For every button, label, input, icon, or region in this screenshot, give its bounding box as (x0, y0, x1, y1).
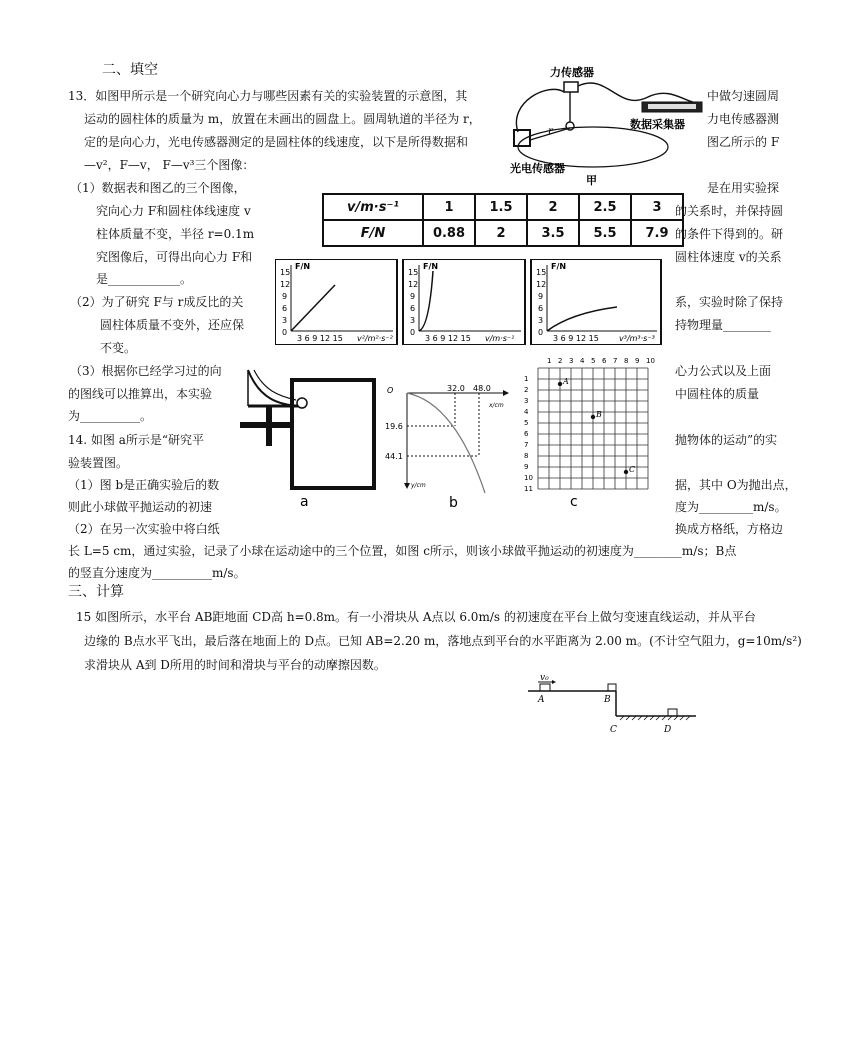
grid-top-label: 4 (580, 357, 585, 365)
table-cell: 3 (631, 194, 683, 220)
q13-p1-line-1: （1）数据表和图乙的三个图像， (70, 181, 246, 195)
q14-line-1: 14. 如图 a所示是“研究平 (68, 433, 205, 447)
svg-text:0: 0 (538, 328, 544, 337)
figure-c-grid (520, 354, 656, 508)
q14-line-4: 则此小球做平抛运动的初速 (68, 500, 213, 514)
svg-text:y/cm: y/cm (411, 482, 426, 489)
figure-b-caption: b (449, 495, 458, 508)
q13-p3-line-3: 为__________。 (68, 409, 153, 423)
q13-line-2: 运动的圆柱体的质量为 m，放置在未画出的圆盘上。圆周轨道的半径为 r， (84, 112, 481, 126)
grid-left-label: 5 (524, 419, 529, 427)
grid-left-label: 6 (524, 430, 529, 438)
svg-text:15: 15 (408, 268, 419, 277)
q13-p3-right-2: 中圆柱体的质量 (675, 387, 760, 401)
q15-line-2: 边缘的 B点水平飞出，最后落在地面上的 D点。已知 AB=2.20 m，落地点到平台的水平距离为 2.00 m。(不计空气阻力，g=10m/s²) (84, 634, 802, 648)
svg-text:A: A (563, 377, 569, 386)
grid-top-label: 7 (613, 357, 618, 365)
table-cell: 2 (475, 220, 527, 246)
svg-text:3 6 9 12 15: 3 6 9 12 15 (553, 334, 599, 343)
photo-sensor-label: 光电传感器 (510, 162, 565, 175)
q13-line-4: —v²，F—v， F—v³三个图像： (84, 158, 255, 172)
q13-right-1: 中做匀速圆周 (707, 89, 780, 103)
grid-left-label: 3 (524, 397, 529, 405)
svg-text:D: D (664, 725, 672, 735)
q13-p2-line-3: 不变。 (100, 341, 137, 355)
figure-b-trajectory (385, 383, 515, 508)
svg-text:v/m·s⁻¹: v/m·s⁻¹ (485, 334, 515, 343)
grid-top-label: 1 (547, 357, 552, 365)
table-header-f: F/N (323, 220, 423, 246)
svg-text:3: 3 (538, 316, 544, 325)
svg-text:0: 0 (410, 328, 416, 337)
q13-p1-right-4: 圆柱体速度 v的关系 (675, 250, 782, 264)
figure-yi-graphs (275, 259, 663, 345)
q14-line-5: （2）在另一次实验中将白纸 (68, 522, 220, 536)
grid-left-label: 1 (524, 375, 529, 383)
svg-text:C: C (629, 465, 636, 474)
q13-p1-line-4: 究图像后，可得出向心力 F和 (96, 250, 253, 264)
svg-text:O: O (387, 386, 394, 395)
q13-p1-right-2: 的关系时，并保持圆 (675, 204, 784, 218)
force-sensor-label: 力传感器 (550, 66, 594, 79)
svg-text:x/cm: x/cm (489, 402, 504, 409)
svg-text:9: 9 (282, 292, 288, 301)
grid-left-label: 9 (524, 463, 529, 471)
table-cell: 7.9 (631, 220, 683, 246)
svg-text:3 6 9 12 15: 3 6 9 12 15 (425, 334, 471, 343)
grid-top-label: 10 (646, 357, 655, 365)
graph-f-v2 (275, 259, 397, 345)
table-cell: 5.5 (579, 220, 631, 246)
svg-text:48.0: 48.0 (473, 384, 491, 393)
q13-p1-line-2: 究向心力 F和圆柱体线速度 v (96, 204, 251, 218)
graph-curve-steep (419, 271, 433, 331)
radius-label: r (548, 126, 553, 137)
q13-p3-line-1: （3）根据你已经学习过的向 (70, 364, 222, 378)
svg-text:19.6: 19.6 (385, 422, 403, 431)
svg-text:C: C (610, 725, 617, 735)
q13-right-3: 图乙所示的 F (707, 135, 780, 149)
daq-label: 数据采集器 (630, 118, 685, 131)
svg-text:B: B (604, 695, 611, 705)
grid-left-label: 7 (524, 441, 529, 449)
q13-line-3: 定的是向心力，光电传感器测定的是圆柱体的线速度，以下是所得数据和 (84, 135, 469, 149)
q13-p3-line-2: 的图线可以推算出，本实验 (68, 387, 213, 401)
q14-line-7: 的竖直分速度为__________m/s。 (68, 566, 246, 580)
grid-top-label: 2 (558, 357, 563, 365)
svg-text:A: A (538, 695, 545, 705)
table-header-v: v/m·s⁻¹ (323, 194, 423, 220)
graph-f-v (403, 259, 525, 345)
q15-line-1: 15 如图所示，水平台 AB距地面 CD高 h=0.8m。有一小滑块从 A点以 6.0m/s 的初速度在平台上做匀变速直线运动，并从平台 (76, 610, 756, 624)
q14-line-3-right: 据，其中 O为抛出点， (675, 478, 797, 492)
q13-right-2: 力电传感器测 (707, 112, 780, 126)
q13-p2-line-2: 圆柱体质量不变外，还应保 (100, 318, 245, 332)
table-row (323, 220, 683, 246)
svg-text:v²/m²·s⁻²: v²/m²·s⁻² (357, 334, 393, 343)
q14-line-3: （1）图 b是正确实验后的数 (68, 478, 220, 492)
grid-left-label: 8 (524, 452, 529, 460)
figure-a-caption: a (300, 494, 309, 510)
figure-a-projectile-apparatus (240, 360, 378, 510)
grid-left-label: 10 (524, 474, 533, 482)
q14-line-4-right: 度为_________m/s。 (675, 500, 787, 514)
graph-ylabel: F/N (295, 262, 311, 271)
q13-p2-right-2: 持物理量________ (675, 318, 772, 332)
q13-p1-right-1: 是在用实验探 (707, 181, 780, 195)
grid-left-label: 11 (524, 485, 533, 493)
svg-text:v³/m³·s⁻³: v³/m³·s⁻³ (619, 334, 655, 343)
graph-f-v3 (531, 259, 661, 345)
svg-text:9: 9 (410, 292, 416, 301)
svg-text:32.0: 32.0 (447, 384, 465, 393)
grid-top-label: 5 (591, 357, 596, 365)
svg-text:44.1: 44.1 (385, 452, 403, 461)
figure-jia-caption: 甲 (586, 174, 597, 186)
q14-line-1-right: 抛物体的运动”的实 (675, 433, 778, 447)
grid-top-label: 9 (635, 357, 640, 365)
section-heading-calc: 三、计算 (68, 584, 124, 600)
graph-line-straight (291, 285, 335, 331)
svg-text:F/N: F/N (551, 262, 567, 271)
grid-top-label: 6 (602, 357, 607, 365)
svg-text:12: 12 (280, 280, 291, 289)
grid-left-label: 4 (524, 408, 529, 416)
table-cell: 1 (423, 194, 475, 220)
table-cell: 1.5 (475, 194, 527, 220)
q13-p3-right-1: 心力公式以及上面 (675, 364, 772, 378)
q13-line-1: 13．如图甲所示是一个研究向心力与哪些因素有关的实验装置的示意图，其 (68, 89, 468, 103)
table-cell: 3.5 (527, 220, 579, 246)
q15-line-3: 求滑块从 A到 D所用的时间和滑块与平台的动摩擦因数。 (84, 658, 386, 672)
figure-platform (528, 672, 698, 738)
svg-text:F/N: F/N (423, 262, 439, 271)
svg-text:12: 12 (536, 280, 547, 289)
q13-p1-line-5: 是____________。 (96, 272, 193, 286)
svg-text:3 6 9 12 15: 3 6 9 12 15 (297, 334, 343, 343)
table-cell: 0.88 (423, 220, 475, 246)
graph-curve-flat (547, 307, 617, 331)
table-row (323, 194, 683, 220)
q13-p1-line-3: 柱体质量不变，半径 r=0.1m (96, 227, 255, 241)
q14-line-5-right: 换成方格纸，方格边 (675, 522, 784, 536)
q14-line-6: 长 L=5 cm，通过实验，记录了小球在运动途中的三个位置，如图 c所示，则该小球做平抛运动的初速度为________m/s；B点 (68, 544, 737, 558)
q13-p2-right-1: 系，实验时除了保持 (675, 295, 784, 309)
svg-text:B: B (596, 410, 602, 419)
q13-p1-right-3: 的条件下得到的。研 (675, 227, 784, 241)
q13-p2-line-1: （2）为了研究 F与 r成反比的关 (70, 295, 244, 309)
svg-text:v₀: v₀ (540, 673, 549, 683)
grid-top-label: 3 (569, 357, 574, 365)
svg-text:9: 9 (538, 292, 544, 301)
svg-text:6: 6 (282, 304, 288, 313)
svg-text:3: 3 (282, 316, 288, 325)
velocity-force-table (322, 193, 684, 247)
svg-text:15: 15 (280, 268, 291, 277)
svg-text:15: 15 (536, 268, 547, 277)
table-cell: 2.5 (579, 194, 631, 220)
svg-text:6: 6 (410, 304, 416, 313)
svg-text:6: 6 (538, 304, 544, 313)
figure-jia-apparatus (508, 62, 708, 186)
grid-left-label: 2 (524, 386, 529, 394)
q14-line-2: 验装置图。 (68, 456, 129, 470)
grid-top-label: 8 (624, 357, 629, 365)
figure-c-caption: c (570, 494, 578, 508)
svg-text:3: 3 (410, 316, 416, 325)
section-heading-fill: 二、填空 (102, 62, 158, 78)
table-cell: 2 (527, 194, 579, 220)
svg-text:0: 0 (282, 328, 288, 337)
svg-text:12: 12 (408, 280, 419, 289)
